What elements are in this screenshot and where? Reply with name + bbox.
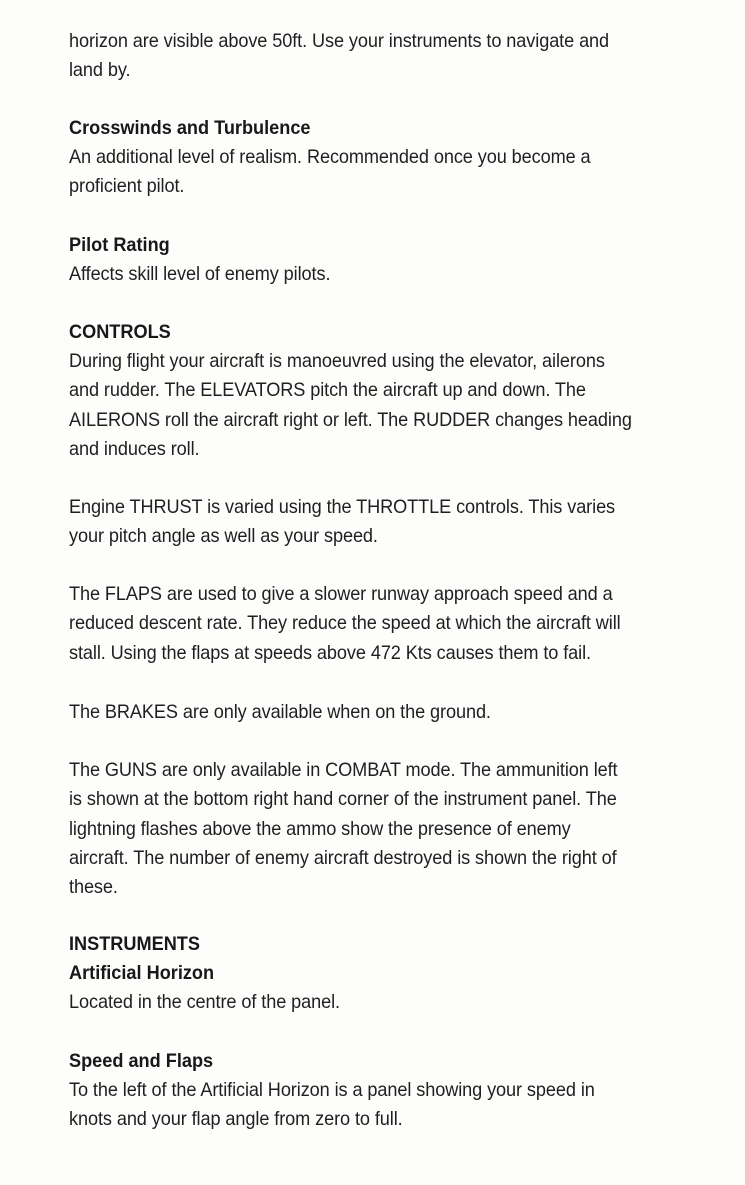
instruments-heading: INSTRUMENTS — [69, 933, 200, 955]
artificial-horizon-heading: Artificial Horizon — [69, 962, 215, 984]
controls-heading: CONTROLS — [69, 321, 171, 343]
crosswinds-paragraph: An additional level of realism. Recommended once you become a proficient pilot. — [69, 146, 591, 198]
speed-and-flaps-heading: Speed and Flaps — [69, 1050, 214, 1072]
controls-paragraph-surfaces: During flight your aircraft is manoeuvred using the elevator, ailerons and rudder. The ELEVATORS pitch the aircraft up and down. The AILERONS roll the aircraft right or left. The RUDDER changes heading and induces roll. — [69, 350, 632, 460]
artificial-horizon-paragraph: Located in the centre of the panel. — [69, 991, 340, 1013]
controls-paragraph-flaps: The FLAPS are used to give a slower runway approach speed and a reduced descent rate. They reduce the speed at which the aircraft will stall. Using the flaps at speeds above 472 Kts causes them to fail. — [69, 583, 621, 664]
pilot-rating-paragraph: Affects skill level of enemy pilots. — [69, 263, 331, 285]
speed-and-flaps-paragraph: To the left of the Artificial Horizon is a panel showing your speed in knots and your flap angle from zero to full. — [69, 1079, 595, 1131]
intro-paragraph: horizon are visible above 50ft. Use your instruments to navigate and land by. — [69, 30, 610, 82]
pilot-rating-heading: Pilot Rating — [69, 234, 170, 256]
controls-paragraph-guns: The GUNS are only available in COMBAT mode. The ammunition left is shown at the bottom right hand corner of the instrument panel. The lightning flashes above the ammo show the presence of enemy aircraft. The number of enemy aircraft destroyed is shown the right of these. — [69, 759, 618, 899]
controls-paragraph-thrust: Engine THRUST is varied using the THROTTLE controls. This varies your pitch angle as well as your speed. — [69, 496, 616, 548]
crosswinds-heading: Crosswinds and Turbulence — [69, 117, 311, 139]
controls-paragraph-brakes: The BRAKES are only available when on the ground. — [69, 701, 491, 723]
